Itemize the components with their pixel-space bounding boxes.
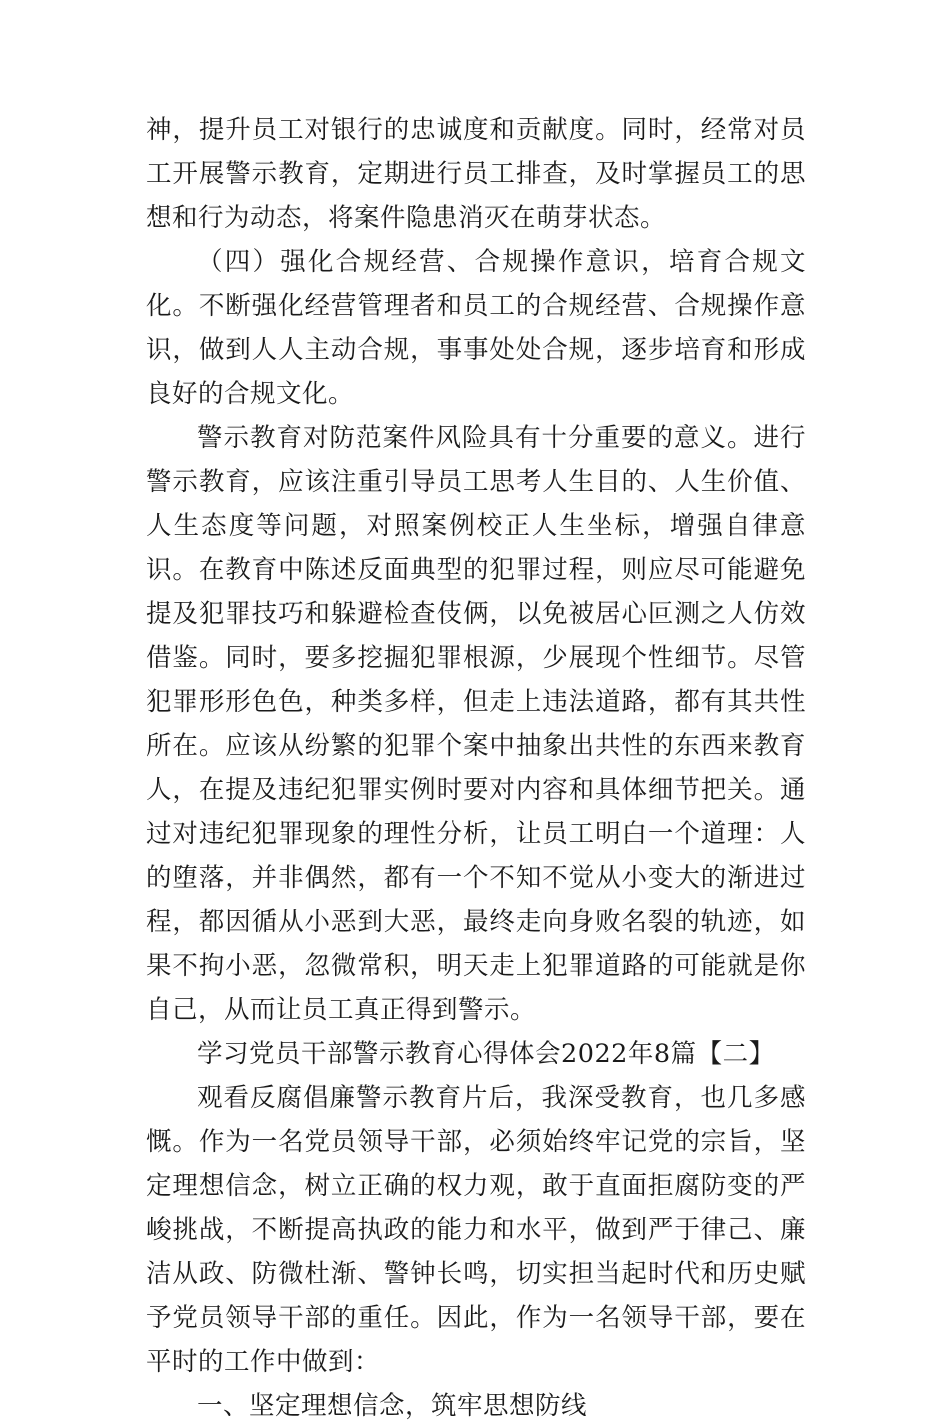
subheading-ideals: 一、坚定理想信念，筑牢思想防线: [197, 1391, 588, 1421]
paragraph-reflection: 观看反腐倡廉警示教育片后，我深受教育，也几多感慨。作为一名党员领导干部，必须始终牢记党的宗旨，坚定理想信念，树立正确的权力观，敢于直面拒腐防变的严峻挑战，不断提高执政的能力和水平，做到严于律己、廉洁从政、防微杜渐、警钟长鸣，切实担当起时代和历史赋予党员领导干部的重任。因此，作为一名领导干部，要在平时的工作中做到：: [146, 1083, 806, 1377]
paragraph-compliance-culture: （四）强化合规经营、合规操作意识，培育合规文化。不断强化经营管理者和员工的合规经营、合规操作意识，做到人人主动合规，事事处处合规，逐步培育和形成良好的合规文化。: [146, 247, 806, 409]
paragraph-warning-education: 警示教育对防范案件风险具有十分重要的意义。进行警示教育，应该注重引导员工思考人生目的、人生价值、人生态度等问题，对照案例校正人生坐标，增强自律意识。在教育中陈述反面典型的犯罪过程，则应尽可能避免提及犯罪技巧和躲避检查伎俩，以免被居心叵测之人仿效借鉴。同时，要多挖掘犯罪根源，少展现个性细节。尽管犯罪形形色色，种类多样，但走上违法道路，都有其共性所在。应该从纷繁的犯罪个案中抽象出共性的东西来教育人，在提及违纪犯罪实例时要对内容和具体细节把关。通过对违纪犯罪现象的理性分析，让员工明白一个道理：人的堕落，并非偶然，都有一个不知不觉从小变大的渐进过程，都因循从小恶到大恶，最终走向身败名裂的轨迹，如果不拘小恶，忽微常积，明天走上犯罪道路的可能就是你自己，从而让员工真正得到警示。: [146, 423, 806, 1025]
paragraph-continuation: 神，提升员工对银行的忠诚度和贡献度。同时，经常对员工开展警示教育，定期进行员工排查，及时掌握员工的思想和行为动态，将案件隐患消灭在萌芽状态。: [146, 115, 806, 233]
section-heading: 学习党员干部警示教育心得体会2022年8篇【二】: [197, 1039, 775, 1069]
document-body: [146, 108, 806, 1428]
